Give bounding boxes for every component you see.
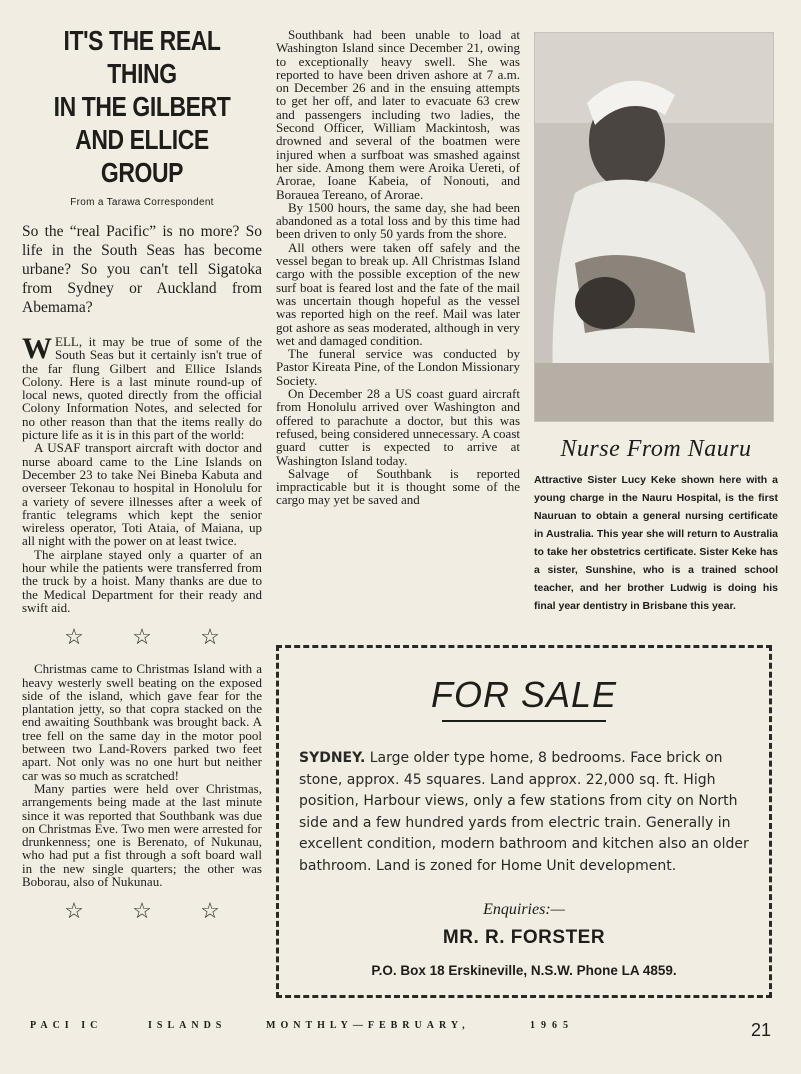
middle-paragraph-6: Salvage of Southbank is reported impracticable but it is thought some of the cargo may yet be saved and	[276, 465, 520, 508]
headline-line-2: IN THE GILBERT	[53, 91, 231, 122]
paragraph-5: Many parties were held over Christmas, arrangements being made at the last minute since it was reported that Southbank was due on Christmas Eve. Two men were arrested for drunkenness; one is Berenato, of Nukunau, who had put a fist through a soft board wall in the new single quarters; the other was Boborau, also of Nukunau.	[22, 780, 262, 889]
star-icon: ☆	[64, 624, 84, 650]
footer-title-part-3: MONTHLY—FEBRUARY,	[266, 1020, 470, 1031]
byline: From a Tarawa Correspondent	[70, 197, 214, 208]
headline-line-3: AND ELLICE GROUP	[75, 124, 209, 188]
photo-caption-title: Nurse From Nauru	[560, 436, 752, 462]
article-intro: So the “real Pacific” is no more? So life in the South Seas has become urbane? So you can't tell Sigatoka from Sydney or Auckland from Abemama?	[22, 223, 262, 316]
right-column	[534, 32, 778, 615]
paragraph-3: The airplane stayed only a quarter of an hour while the patients were transferred from the truck by a hoist. Many thanks are due to the Medical Department for their ready and swift aid.	[22, 546, 262, 615]
ad-lead: SYDNEY.	[299, 750, 366, 766]
middle-paragraph-2: By 1500 hours, the same day, she had been abandoned as a total loss and by this time had been driven to only 50 yards from the shore.	[276, 199, 520, 242]
star-icon: ☆	[200, 624, 220, 650]
ad-title: FOR SALE	[430, 674, 618, 715]
middle-paragraph-1: Southbank had been unable to load at Washington Island since December 21, owing to exceptionally heavy swell. She was reported to have been driven ashore at 7 a.m. on December 26 and in the ensuing attempts to get her off, and later to evacuate 63 crew and passengers including two ladies, the Second Officer, William Mackintosh, was drowned and several of the boatmen were injured when a surfboat was smashed against her side. Among them were Aroika Uereti, of Arorae, Ioane Kabeia, of Nonouti, and Borauea Tereano, of Arorae.	[276, 27, 520, 202]
headline-line-1: IT'S THE REAL THING	[63, 25, 221, 89]
ad-description: Large older type home, 8 bedrooms. Face brick on stone, approx. 45 squares. Land approx. 22,000 sq. ft. High position, Harbour views, only a few stations from city on North side and a few hundred yards from electric train. Generally in excellent condition, modern bathroom and kitchen also an older bathroom. Land is zoned for Home Unit development.	[299, 750, 749, 874]
left-column	[22, 24, 262, 936]
paragraph-4: Christmas came to Christmas Island with a heavy westerly swell beating on the exposed side of the island, which gave fear for the plantation jetty, so that copra stacked on the end awaiting Southbank was brought back. A tree fell on the same day in the motor pool between two Land-Rovers parked two feet apart. Not only was no one hurt but neither car was so much as scratched!	[22, 661, 262, 783]
footer-title-part-1: PACI IC	[30, 1020, 103, 1031]
drop-cap: W	[22, 332, 52, 365]
nurse-photo-illustration	[535, 33, 773, 421]
paragraph-1-text: ELL, it may be true of some of the South Seas but it certainly isn't true of the far flung Gilbert and Ellice Islands Colony. Here is a last minute round-up of local news, quoted directly from the official Colony Information Notes, and selected for no other reason than that the items really do picture life as it is in this part of the world:	[22, 334, 262, 443]
article-headline	[44, 24, 241, 189]
ad-enquiries: Enquiries:—	[483, 901, 565, 918]
star-icon: ☆	[132, 898, 152, 924]
ad-contact-address: P.O. Box 18 Erskineville, N.S.W. Phone LA 4859.	[371, 963, 677, 978]
star-icon: ☆	[64, 898, 84, 924]
paragraph-2: A USAF transport aircraft with doctor and nurse aboard came to the Line Islands on December 23 to take Nei Bineba Kabuta and overseer Tekonau to hospital in Honolulu for a variety of severe illnesses after a week of frantic telegrams which kept the senior wireless operator, Toti Ataia, of Maiana, up all night with the power on at least twice.	[22, 440, 262, 549]
page-number: 21	[750, 1020, 771, 1040]
middle-paragraph-4: The funeral service was conducted by Pastor Kireata Pine, of the London Missionary Society.	[276, 346, 520, 388]
nurse-photo	[534, 32, 774, 422]
footer-year: 1965	[530, 1020, 574, 1031]
star-icon: ☆	[132, 624, 152, 650]
middle-paragraph-3: All others were taken off safely and the vessel began to break up. All Christmas Island cargo with the possible exception of the new surf boat is feared lost and the fate of the mail was uncertain though hopeful as the vessel was reported high on the reef. Mail was later got ashore as seas moderated, although in very wet and damaged condition.	[276, 239, 520, 348]
star-icon: ☆	[200, 898, 220, 924]
star-divider-2	[22, 898, 262, 924]
ad-title-underline	[442, 720, 606, 722]
star-divider-1	[22, 624, 262, 650]
ad-body	[299, 748, 751, 877]
for-sale-advertisement	[276, 645, 772, 998]
photo-caption: Attractive Sister Lucy Keke shown here with a young charge in the Nauru Hospital, is the first Nauruan to obtain a general nursing certificate in Australia. This year she will return to Australia to take her obstetrics certificate. Sister Keke has a sister, Sunshine, who is a trained school teacher, and her brother Ludwig is doing his final year dentistry in Brisbane this year.	[534, 474, 778, 612]
middle-column	[276, 28, 520, 507]
middle-paragraph-5: On December 28 a US coast guard aircraft from Honolulu arrived over Washington and offered to parachute a doctor, but this was refused, being considered unnecessary. A coast guard cutter is expected to arrive at Washington Island today.	[276, 386, 520, 468]
ad-contact-name: MR. R. FORSTER	[442, 927, 606, 948]
footer-title-part-2: ISLANDS	[148, 1020, 227, 1031]
paragraph-1	[22, 332, 262, 443]
